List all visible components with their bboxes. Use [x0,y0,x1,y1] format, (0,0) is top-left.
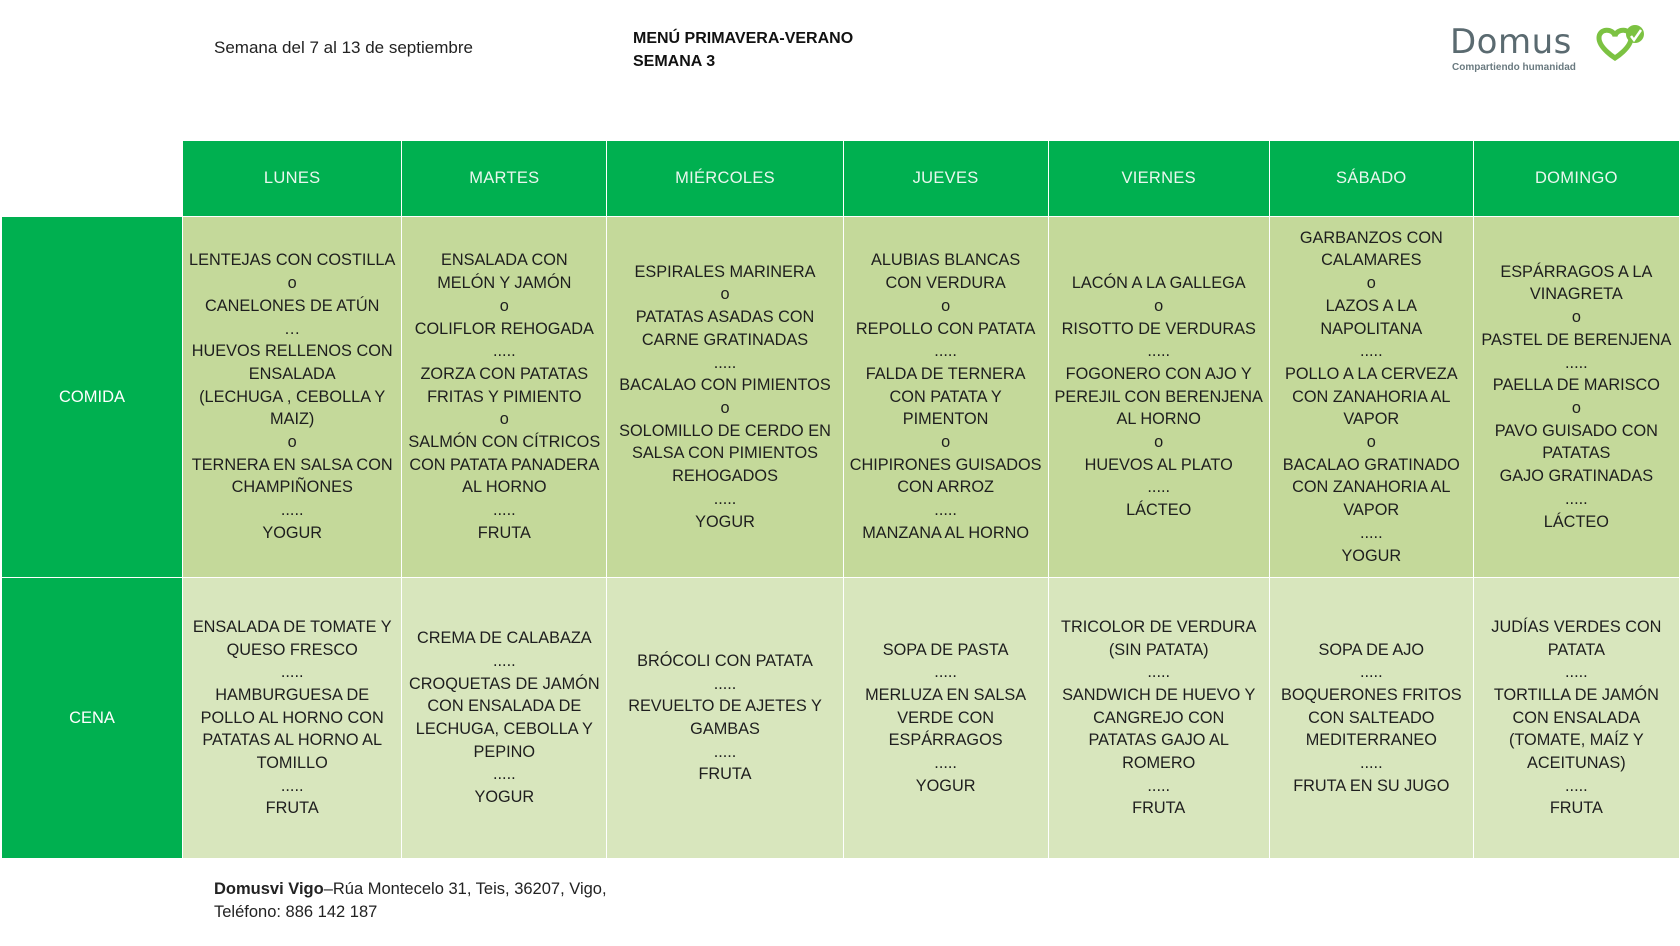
menu-cell [843,578,1048,859]
dish-line: LÁCTEO [1126,501,1192,520]
dish-line: PATATAS GAJO AL [1088,731,1229,750]
dish-line: VERDE CON [897,708,995,727]
menu-cell [183,217,402,578]
dish-line: BACALAO GRATINADO [1282,455,1460,474]
dish-line: MEDITERRANEO [1305,731,1437,750]
dish-line: ..... [713,742,737,761]
menu-cell-lines [844,249,1048,544]
dish-line: QUESO FRESCO [226,640,358,659]
dish-line: CON SALTEADO [1308,708,1435,727]
weekly-menu-table [1,140,1680,859]
dish-line: PEREJIL CON BERENJENA [1054,387,1263,406]
dish-line: BOQUERONES FRITOS [1280,685,1462,704]
day-header: MARTES [402,141,607,217]
dish-line: SOPA DE PASTA [882,640,1009,659]
dish-line: REPOLLO CON PATATA [855,319,1036,338]
dish-line: ..... [1359,342,1383,361]
dish-line: PIMENTON [902,410,989,429]
dish-line: ..... [934,501,957,520]
menu-cell-lines [844,639,1048,798]
dish-line: AL HORNO [462,478,547,497]
dish-line: ..... [280,776,304,795]
dish-line: MANZANA AL HORNO [862,523,1029,542]
day-header: LUNES [183,141,402,217]
dish-line: BRÓCOLI CON PATATA [637,651,813,670]
menu-cell [843,217,1048,578]
dish-line: SANDWICH DE HUEVO Y [1062,685,1256,704]
meal-row-cena [2,578,1680,859]
logo-tagline: Compartiendo humanidad [1452,62,1576,73]
dish-line: FALDA DE TERNERA [865,364,1026,383]
dish-line: FRUTA EN SU JUGO [1293,776,1450,795]
menu-cell [402,578,607,859]
dish-line: GAJO GRATINADAS [1499,467,1654,486]
dish-line: (TOMATE, MAÍZ Y [1508,731,1644,750]
domusvi-logo [1450,22,1650,78]
dish-line: ..... [1147,342,1171,361]
dish-line: ..... [280,663,304,682]
menu-title-line1: MENÚ PRIMAVERA-VERANO [633,30,854,47]
dish-line: YOGUR [695,512,755,531]
menu-cell [183,578,402,859]
dish-line: o [1571,399,1581,417]
dish-line: ESPIRALES MARINERA [634,262,816,281]
dish-line: ESPÁRRAGOS A LA [1500,262,1653,281]
dish-line: SALSA CON PIMIENTOS [631,444,819,463]
dish-line: YOGUR [915,776,976,795]
dish-line: ..... [934,754,957,773]
menu-cell-lines [1474,616,1679,820]
dish-line: ..... [1147,663,1171,682]
dish-line: COLIFLOR REHOGADA [414,319,594,338]
dish-line: ..... [493,342,516,361]
dish-line: CON ZANAHORIA AL [1292,387,1451,406]
dish-line: o [499,296,509,315]
dish-line: o [1366,433,1376,452]
dish-line: CON VERDURA [885,274,1006,293]
dish-line: GARBANZOS CON [1299,228,1443,247]
dish-line: PATATA [1547,640,1605,659]
dish-line: o [1154,433,1164,452]
dish-line: MELÓN Y JAMÓN [437,274,572,293]
dish-line: SOPA DE AJO [1318,640,1425,659]
menu-cell [1048,578,1269,859]
footer-phone: Teléfono: 886 142 187 [214,903,378,921]
dish-line: PAELLA DE MARISCO [1492,376,1660,395]
dish-line: RISOTTO DE VERDURAS [1061,319,1256,338]
dish-line: SALMÓN CON CÍTRICOS [408,433,601,452]
dish-line: GAMBAS [690,720,760,738]
footer-name: Domusvi Vigo [214,880,324,898]
footer-address [214,878,607,924]
dish-line: ..... [934,342,957,361]
menu-cell-lines [607,261,842,533]
dish-line: FOGONERO CON AJO Y [1065,364,1252,383]
dish-line: SOLOMILLO DE CERDO EN [619,421,831,440]
dish-line: ..... [713,674,737,693]
dish-line: o [499,410,509,429]
dish-line: LECHUGA, CEBOLLA Y [415,720,593,738]
menu-title-line2: SEMANA 3 [633,53,716,70]
dish-line: JUDÍAS VERDES CON [1491,617,1662,636]
dish-line: VINAGRETA [1529,285,1623,304]
dish-line: ..... [1359,663,1383,682]
dish-line: CALAMARES [1321,251,1422,270]
dish-line: VAPOR [1343,501,1400,520]
dish-line: o [941,433,951,452]
dish-line: o [1366,274,1376,293]
dish-line: CON ENSALADA DE [427,697,582,716]
dish-line: VAPOR [1343,410,1400,429]
week-label: Semana del 7 al 13 de septiembre [214,38,473,57]
meal-row-comida [2,217,1680,578]
dish-line: CON ENSALADA [1512,708,1641,727]
dish-line: BACALAO CON PIMIENTOS [619,376,831,395]
menu-cell [1269,217,1473,578]
dish-line: CHIPIRONES GUISADOS [849,455,1042,474]
dish-line: ..... [934,663,957,682]
dish-line: MERLUZA EN SALSA [865,685,1027,704]
dish-line: LAZOS A LA [1325,296,1417,315]
dish-line: ALUBIAS BLANCAS [870,251,1021,270]
dish-line: ENSALADA DE TOMATE Y [192,617,392,636]
menu-cell-lines [402,627,606,809]
dish-line: CON ZANAHORIA AL [1292,478,1451,497]
dish-line: TERNERA EN SALSA CON [191,455,393,474]
dish-line: CON ARROZ [897,478,995,497]
logo-text: Domus [1450,22,1572,62]
dish-line: CROQUETAS DE JAMÓN [409,674,600,693]
day-header: SÁBADO [1269,141,1473,217]
dish-line: NAPOLITANA [1320,319,1423,338]
dish-line: PATATAS ASADAS CON [635,308,815,327]
menu-cell [1473,578,1679,859]
menu-cell-lines [1270,227,1473,568]
dish-line: ..... [493,765,516,784]
dish-line: LÁCTEO [1543,512,1609,531]
menu-cell [1473,217,1679,578]
dish-line: MAIZ) [270,410,315,429]
dish-line: PEPINO [473,742,536,761]
dish-line: ENSALADA CON [440,251,568,270]
dish-line: PATATAS AL HORNO AL [202,731,383,750]
dish-line: HUEVOS RELLENOS CON [191,342,393,361]
dish-line: ESPÁRRAGOS [888,731,1003,750]
dish-line: REHOGADOS [672,467,778,486]
dish-line: TORTILLA DE JAMÓN [1493,685,1659,704]
dish-line: o [1154,296,1164,315]
dish-line: ..... [1565,353,1588,372]
dish-line: ..... [1565,489,1588,508]
dish-line: ..... [713,353,737,372]
dish-line: ..... [493,651,516,670]
dish-line: CHAMPIÑONES [231,478,353,497]
dish-line: o [720,399,730,417]
meal-label: CENA [2,578,183,859]
dish-line: POLLO AL HORNO CON [200,708,384,727]
menu-cell [1048,217,1269,578]
footer-line1 [214,878,607,901]
dish-line: LENTEJAS CON COSTILLA [189,251,396,270]
dish-line: REVUELTO DE AJETES Y [628,697,822,716]
dish-line: ACEITUNAS) [1527,754,1626,773]
dish-line: ..... [1147,478,1171,497]
dish-line: LACÓN A LA GALLEGA [1071,274,1246,293]
dish-line: o [1571,308,1581,327]
dish-line: o [720,285,730,304]
menu-cell [607,578,843,859]
dish-line: CON PATATA PANADERA [409,455,600,474]
dish-line: ..... [1565,663,1588,682]
dish-line: ENSALADA [248,364,336,383]
dish-line: HAMBURGUESA DE [215,685,370,704]
dish-line: TRICOLOR DE VERDURA [1061,617,1257,636]
dish-line: FRUTA [1132,799,1186,818]
dish-line: CARNE GRATINADAS [641,330,809,349]
dish-line: ..... [493,501,516,520]
menu-cell-lines [607,650,842,786]
day-header: DOMINGO [1473,141,1679,217]
dish-line: POLLO A LA CERVEZA [1285,364,1458,383]
days-header-row [2,141,1680,217]
meal-label: COMIDA [2,217,183,578]
menu-cell-lines [1049,272,1269,522]
dish-line: ROMERO [1122,754,1196,773]
dish-line: FRUTA [477,523,531,542]
day-header: VIERNES [1048,141,1269,217]
dish-line: AL HORNO [1116,410,1201,429]
dish-line: YOGUR [474,788,535,807]
dish-line: o [287,274,297,293]
day-header: MIÉRCOLES [607,141,843,217]
dish-line: o [287,433,297,452]
dish-line: FRUTA [1549,799,1603,818]
dish-line: ..... [280,501,304,520]
dish-line: YOGUR [262,523,323,542]
dish-line: ZORZA CON PATATAS [420,364,589,383]
dish-line: FRITAS Y PIMIENTO [427,387,582,406]
logo-heart-icon [1587,24,1647,64]
menu-cell-lines [1474,261,1679,533]
menu-cell [607,217,843,578]
dish-line: o [941,296,951,315]
menu-cell [1269,578,1473,859]
dish-line: FRUTA [265,799,319,818]
dish-line: TOMILLO [256,754,328,773]
dish-line: (SIN PATATA) [1108,640,1209,659]
dish-line: ..... [1147,776,1171,795]
dish-line: FRUTA [698,765,752,784]
menu-cell [402,217,607,578]
menu-cell-lines [183,249,401,544]
menu-cell-lines [183,616,401,820]
menu-title [633,27,853,73]
dish-line: (LECHUGA , CEBOLLA Y [199,387,386,406]
dish-line: ..... [1359,754,1383,773]
dish-line: ..... [1359,523,1383,542]
dish-line: ..... [1565,776,1588,795]
dish-line: YOGUR [1341,546,1402,565]
corner-cell [2,141,183,217]
dish-line: HUEVOS AL PLATO [1084,455,1233,474]
dish-line: PATATAS [1542,444,1611,463]
menu-cell-lines [1049,616,1269,820]
dish-line: PASTEL DE BERENJENA [1481,330,1672,349]
dish-line: CANELONES DE ATÚN [205,296,380,315]
menu-cell-lines [402,249,606,544]
menu-cell-lines [1270,639,1473,798]
dish-line: CANGREJO CON [1093,708,1225,727]
day-header: JUEVES [843,141,1048,217]
dish-line: ..... [713,489,737,508]
footer-address-text: –Rúa Montecelo 31, Teis, 36207, Vigo, [323,880,607,898]
dish-line: PAVO GUISADO CON [1494,421,1658,440]
dish-line: CREMA DE CALABAZA [417,629,592,648]
dish-line: CON PATATA Y [889,387,1002,406]
dish-line: … [284,319,301,338]
